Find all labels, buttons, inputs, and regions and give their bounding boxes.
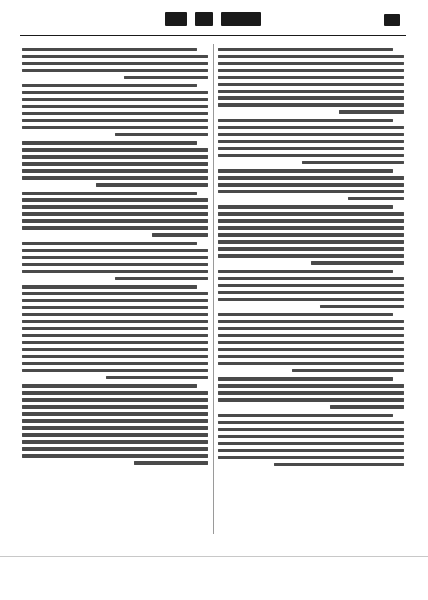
text-line <box>311 261 404 264</box>
masthead-glyph-group <box>221 12 261 26</box>
text-paragraph <box>22 285 208 379</box>
text-line <box>22 355 208 358</box>
text-paragraph <box>218 377 404 408</box>
text-line <box>218 456 404 459</box>
text-line <box>22 198 208 201</box>
text-line <box>218 270 393 273</box>
text-line <box>22 299 208 302</box>
text-line <box>218 377 393 380</box>
text-line <box>218 327 404 330</box>
text-line <box>218 62 404 65</box>
text-line <box>22 126 208 129</box>
text-line <box>115 277 208 280</box>
scan-streak <box>0 556 428 557</box>
text-line <box>218 83 404 86</box>
text-line <box>22 398 208 401</box>
text-line <box>152 233 208 236</box>
text-line <box>22 391 208 394</box>
text-line <box>22 205 208 208</box>
text-line <box>218 254 404 257</box>
text-line <box>302 161 404 164</box>
text-line <box>218 55 404 58</box>
text-line <box>22 48 197 51</box>
text-line <box>218 90 404 93</box>
text-line <box>218 126 404 129</box>
text-line <box>22 412 208 415</box>
text-line <box>22 62 208 65</box>
text-line <box>22 306 208 309</box>
text-paragraph <box>218 48 404 114</box>
text-line <box>274 463 404 466</box>
text-paragraph <box>22 384 208 464</box>
text-line <box>22 242 197 245</box>
text-line <box>218 226 404 229</box>
text-line <box>218 240 404 243</box>
text-paragraph <box>22 192 208 237</box>
text-line <box>218 76 404 79</box>
text-line <box>218 334 404 337</box>
text-line <box>22 334 208 337</box>
page-number-mark <box>384 14 400 26</box>
text-paragraph <box>22 48 208 79</box>
text-line <box>22 384 197 387</box>
text-line <box>22 69 208 72</box>
text-line <box>218 341 404 344</box>
text-line <box>22 348 208 351</box>
text-line <box>218 284 404 287</box>
text-line <box>218 147 404 150</box>
text-line <box>22 162 208 165</box>
text-line <box>22 226 208 229</box>
text-line <box>218 176 404 179</box>
text-paragraph <box>218 414 404 466</box>
column-divider <box>213 44 214 534</box>
text-line <box>218 320 404 323</box>
text-line <box>218 69 404 72</box>
text-line <box>22 263 208 266</box>
text-paragraph <box>22 84 208 136</box>
masthead-glyph-group <box>195 12 213 26</box>
text-paragraph <box>218 270 404 308</box>
text-line <box>22 148 208 151</box>
text-line <box>218 103 404 106</box>
text-line <box>106 376 208 379</box>
text-line <box>320 305 404 308</box>
header-rule <box>20 35 406 36</box>
text-paragraph <box>22 141 208 186</box>
text-line <box>22 341 208 344</box>
text-line <box>22 433 208 436</box>
text-line <box>22 369 208 372</box>
text-line <box>22 447 208 450</box>
text-line <box>218 154 404 157</box>
text-line <box>134 461 208 464</box>
text-line <box>218 205 393 208</box>
text-line <box>218 384 404 387</box>
text-line <box>218 428 404 431</box>
text-line <box>218 183 404 186</box>
text-line <box>218 442 404 445</box>
masthead-glyph-group <box>165 12 187 26</box>
text-line <box>218 298 404 301</box>
text-line <box>22 426 208 429</box>
text-paragraph <box>218 205 404 264</box>
text-line <box>22 169 208 172</box>
text-line <box>96 183 208 186</box>
text-line <box>22 256 208 259</box>
text-paragraph <box>218 119 404 164</box>
text-line <box>22 141 197 144</box>
text-line <box>218 435 404 438</box>
text-line <box>22 270 208 273</box>
text-line <box>218 169 393 172</box>
text-line <box>218 421 404 424</box>
text-line <box>115 133 208 136</box>
text-line <box>218 212 404 215</box>
text-line <box>218 133 404 136</box>
text-line <box>22 313 208 316</box>
text-line <box>22 320 208 323</box>
text-line <box>22 362 208 365</box>
text-line <box>218 277 404 280</box>
text-line <box>218 362 404 365</box>
text-line <box>22 98 208 101</box>
text-line <box>330 405 404 408</box>
text-line <box>339 110 404 113</box>
text-line <box>22 105 208 108</box>
text-line <box>22 292 208 295</box>
text-line <box>218 291 404 294</box>
text-line <box>22 176 208 179</box>
text-line <box>218 190 404 193</box>
text-line <box>22 55 208 58</box>
text-line <box>218 247 404 250</box>
text-line <box>218 391 404 394</box>
text-line <box>218 355 404 358</box>
left-text-column <box>22 44 208 465</box>
text-line <box>22 419 208 422</box>
text-line <box>22 454 208 457</box>
text-line <box>218 414 393 417</box>
text-line <box>22 405 208 408</box>
text-line <box>218 348 404 351</box>
right-text-column <box>218 44 404 466</box>
text-line <box>22 327 208 330</box>
text-line <box>22 212 208 215</box>
text-line <box>218 233 404 236</box>
text-line <box>218 48 393 51</box>
text-line <box>218 119 393 122</box>
text-line <box>22 219 208 222</box>
text-line <box>218 398 404 401</box>
text-line <box>348 197 404 200</box>
text-line <box>218 219 404 222</box>
text-line <box>22 112 208 115</box>
text-line <box>218 313 393 316</box>
text-line <box>124 76 208 79</box>
text-paragraph <box>218 169 404 200</box>
text-paragraph <box>22 242 208 280</box>
text-line <box>22 91 208 94</box>
text-line <box>22 285 197 288</box>
page-header <box>20 6 406 34</box>
text-line <box>22 440 208 443</box>
text-paragraph <box>218 313 404 372</box>
text-line <box>218 449 404 452</box>
text-line <box>22 119 208 122</box>
text-line <box>22 249 208 252</box>
text-line <box>22 84 197 87</box>
text-line <box>22 192 197 195</box>
text-line <box>218 96 404 99</box>
masthead-title-mark <box>165 10 261 28</box>
text-line <box>22 155 208 158</box>
text-line <box>218 140 404 143</box>
text-line <box>292 369 404 372</box>
